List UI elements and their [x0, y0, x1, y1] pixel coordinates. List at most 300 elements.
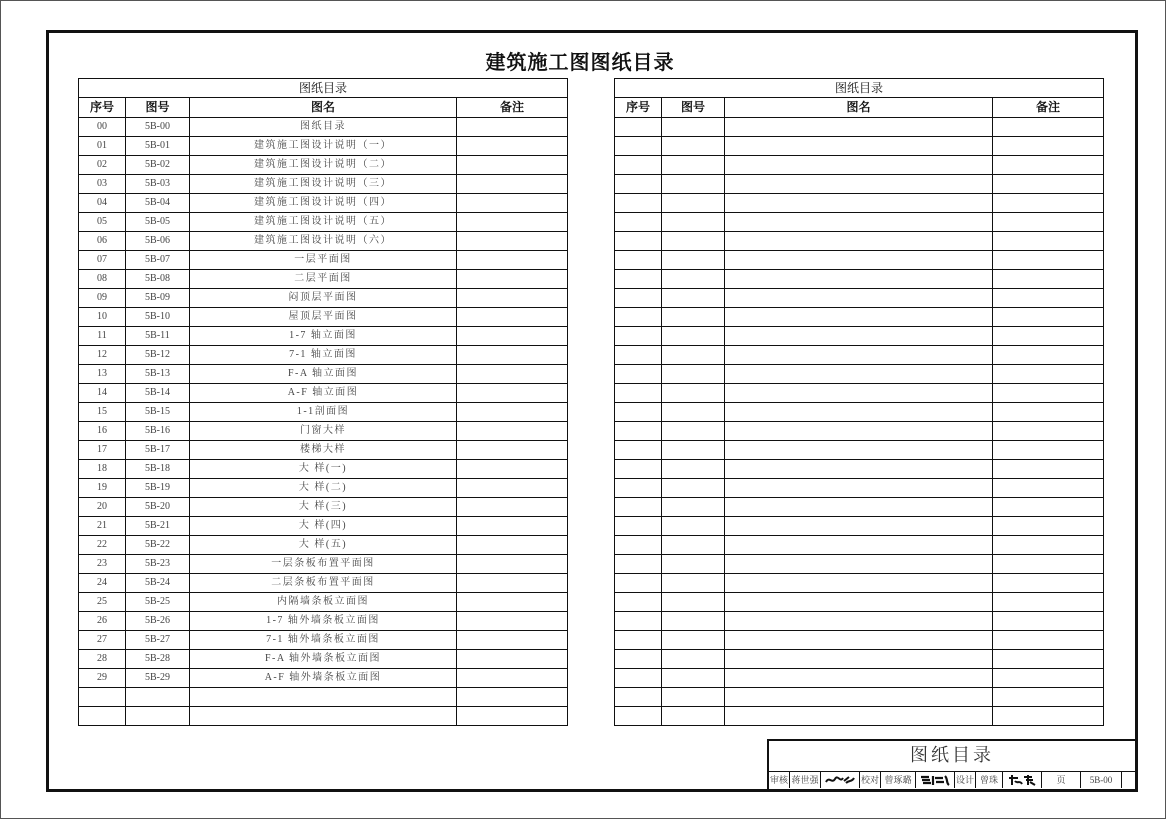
cell-name	[725, 631, 993, 650]
check-signature	[916, 772, 955, 788]
cell-name: 内隔墙条板立面图	[190, 593, 457, 612]
page-label: 页	[1042, 772, 1081, 788]
table-row	[79, 555, 568, 574]
cell-name: 建筑施工图设计说明（二）	[190, 156, 457, 175]
cell-note	[457, 403, 568, 422]
header-note: 备注	[993, 98, 1104, 118]
cell-code	[662, 403, 725, 422]
cell-code: 5B-03	[126, 175, 190, 194]
cell-name: 门窗大样	[190, 422, 457, 441]
cell-no: 02	[79, 156, 126, 175]
cell-note	[457, 156, 568, 175]
cell-no	[615, 631, 662, 650]
table-row	[79, 612, 568, 631]
cell-note	[457, 517, 568, 536]
table-row	[615, 555, 1104, 574]
cell-name	[725, 251, 993, 270]
table-row	[615, 688, 1104, 707]
design-name: 曾珠	[976, 772, 1003, 788]
cell-no	[615, 175, 662, 194]
cell-name	[725, 479, 993, 498]
table-row	[615, 422, 1104, 441]
table-caption: 图纸目录	[79, 79, 568, 98]
cell-code: 5B-21	[126, 517, 190, 536]
cell-note	[993, 631, 1104, 650]
cell-no	[615, 517, 662, 536]
cell-no	[615, 194, 662, 213]
cell-code: 5B-24	[126, 574, 190, 593]
cell-no: 12	[79, 346, 126, 365]
cell-no	[615, 536, 662, 555]
table-row	[615, 251, 1104, 270]
handwritten-signature-icon	[919, 774, 951, 786]
table-row	[615, 612, 1104, 631]
cell-name	[725, 555, 993, 574]
cell-name	[725, 460, 993, 479]
cell-note	[993, 403, 1104, 422]
table-row	[79, 156, 568, 175]
cell-no	[615, 422, 662, 441]
table-row	[79, 251, 568, 270]
table-row	[79, 517, 568, 536]
table-row	[79, 441, 568, 460]
cell-no	[615, 213, 662, 232]
cell-note	[457, 384, 568, 403]
review-label: 审核	[769, 772, 790, 788]
table-row	[79, 479, 568, 498]
cell-no	[615, 460, 662, 479]
cell-note	[457, 365, 568, 384]
cell-no	[615, 118, 662, 137]
cell-code: 5B-07	[126, 251, 190, 270]
cell-note	[993, 270, 1104, 289]
cell-note	[993, 156, 1104, 175]
cell-no	[615, 498, 662, 517]
cell-name	[725, 498, 993, 517]
cell-name	[725, 270, 993, 289]
cell-no: 13	[79, 365, 126, 384]
cell-code	[662, 270, 725, 289]
cell-code: 5B-26	[126, 612, 190, 631]
cell-no	[615, 403, 662, 422]
table-row	[79, 346, 568, 365]
cell-no	[615, 289, 662, 308]
cell-code	[662, 498, 725, 517]
cell-code	[662, 612, 725, 631]
cell-name	[190, 707, 457, 726]
table-row	[79, 536, 568, 555]
header-no: 序号	[615, 98, 662, 118]
cell-name	[725, 612, 993, 631]
cell-no: 20	[79, 498, 126, 517]
drawing-list-table-right	[614, 78, 1104, 726]
cell-note	[993, 669, 1104, 688]
cell-note	[993, 251, 1104, 270]
cell-name	[725, 289, 993, 308]
cell-no	[615, 365, 662, 384]
cell-note	[457, 194, 568, 213]
table-row	[79, 593, 568, 612]
cell-name	[725, 346, 993, 365]
cell-no: 15	[79, 403, 126, 422]
cell-note	[457, 327, 568, 346]
cell-no: 25	[79, 593, 126, 612]
cell-name: 楼梯大样	[190, 441, 457, 460]
cell-code	[662, 289, 725, 308]
cell-no: 00	[79, 118, 126, 137]
cell-note	[457, 574, 568, 593]
cell-note	[993, 650, 1104, 669]
cell-code	[662, 631, 725, 650]
cell-note	[993, 118, 1104, 137]
table-row	[79, 631, 568, 650]
cell-code: 5B-01	[126, 137, 190, 156]
design-signature	[1003, 772, 1042, 788]
cell-code	[126, 688, 190, 707]
cell-note	[457, 631, 568, 650]
cell-note	[457, 308, 568, 327]
table-row	[79, 403, 568, 422]
table-row	[615, 593, 1104, 612]
table-row	[615, 460, 1104, 479]
cell-code	[662, 460, 725, 479]
cell-no	[615, 270, 662, 289]
cell-note	[457, 346, 568, 365]
cell-name: 1-1剖面图	[190, 403, 457, 422]
cell-code: 5B-14	[126, 384, 190, 403]
table-row	[79, 194, 568, 213]
table-row	[79, 308, 568, 327]
cell-no	[79, 688, 126, 707]
cell-name	[725, 441, 993, 460]
cell-code	[662, 137, 725, 156]
cell-code	[662, 308, 725, 327]
header-name: 图名	[190, 98, 457, 118]
cell-code	[662, 251, 725, 270]
cell-no: 27	[79, 631, 126, 650]
cell-code: 5B-12	[126, 346, 190, 365]
cell-note	[457, 669, 568, 688]
cell-no	[615, 327, 662, 346]
table-row	[615, 213, 1104, 232]
cell-code: 5B-08	[126, 270, 190, 289]
cell-no: 26	[79, 612, 126, 631]
cell-code: 5B-25	[126, 593, 190, 612]
cell-code	[662, 688, 725, 707]
cell-code: 5B-18	[126, 460, 190, 479]
cell-code: 5B-20	[126, 498, 190, 517]
cell-name	[725, 688, 993, 707]
cell-no: 03	[79, 175, 126, 194]
cell-name: 大 样(一)	[190, 460, 457, 479]
cell-code: 5B-04	[126, 194, 190, 213]
cell-no: 07	[79, 251, 126, 270]
cell-name: 屋顶层平面图	[190, 308, 457, 327]
cell-code	[662, 593, 725, 612]
cell-name: 1-7 轴立面图	[190, 327, 457, 346]
cell-code	[662, 479, 725, 498]
table-row	[615, 365, 1104, 384]
table-row	[615, 118, 1104, 137]
table-row	[615, 270, 1104, 289]
cell-code: 5B-15	[126, 403, 190, 422]
cell-name	[725, 327, 993, 346]
table-row	[615, 536, 1104, 555]
cell-code: 5B-00	[126, 118, 190, 137]
cell-note	[457, 213, 568, 232]
table-row	[615, 308, 1104, 327]
cell-code: 5B-10	[126, 308, 190, 327]
table-row	[615, 156, 1104, 175]
cell-code	[126, 707, 190, 726]
cell-name: 闷顶层平面图	[190, 289, 457, 308]
cell-no: 23	[79, 555, 126, 574]
cell-name	[725, 384, 993, 403]
cell-no	[615, 308, 662, 327]
cell-name	[725, 175, 993, 194]
header-name: 图名	[725, 98, 993, 118]
page-title: 建筑施工图图纸目录	[485, 50, 675, 74]
table-row	[615, 631, 1104, 650]
cell-no: 09	[79, 289, 126, 308]
cell-note	[993, 327, 1104, 346]
cell-no	[615, 612, 662, 631]
table-row	[79, 574, 568, 593]
cell-name	[725, 118, 993, 137]
table-row	[615, 707, 1104, 726]
cell-no: 21	[79, 517, 126, 536]
cell-note	[993, 688, 1104, 707]
cell-name: A-F 轴立面图	[190, 384, 457, 403]
header-code: 图号	[662, 98, 725, 118]
cell-no	[615, 555, 662, 574]
table-row	[615, 650, 1104, 669]
cell-no: 04	[79, 194, 126, 213]
cell-note	[993, 365, 1104, 384]
cell-code	[662, 517, 725, 536]
table-row	[615, 441, 1104, 460]
cell-no: 28	[79, 650, 126, 669]
cell-code: 5B-23	[126, 555, 190, 574]
cell-name: 图纸目录	[190, 118, 457, 137]
cell-code: 5B-28	[126, 650, 190, 669]
cell-code	[662, 669, 725, 688]
cell-no: 11	[79, 327, 126, 346]
cell-note	[993, 422, 1104, 441]
cell-note	[457, 555, 568, 574]
cell-name: 一层平面图	[190, 251, 457, 270]
table-caption: 图纸目录	[615, 79, 1104, 98]
cell-name: 大 样(五)	[190, 536, 457, 555]
cell-name: 建筑施工图设计说明（一）	[190, 137, 457, 156]
cell-code	[662, 327, 725, 346]
cell-name: 大 样(三)	[190, 498, 457, 517]
cell-no: 14	[79, 384, 126, 403]
table-row	[615, 384, 1104, 403]
table-row	[79, 460, 568, 479]
table-row	[79, 365, 568, 384]
cell-note	[457, 688, 568, 707]
handwritten-signature-icon	[824, 774, 856, 786]
table-row	[79, 422, 568, 441]
page-number: 5B-00	[1081, 772, 1122, 788]
table-row	[79, 498, 568, 517]
cell-note	[457, 175, 568, 194]
cell-note	[993, 555, 1104, 574]
cell-note	[457, 137, 568, 156]
cell-note	[457, 289, 568, 308]
cell-code	[662, 365, 725, 384]
cell-no	[615, 688, 662, 707]
cell-name	[725, 650, 993, 669]
title-block-signature-row	[769, 772, 1135, 788]
title-block	[767, 739, 1135, 789]
cell-note	[457, 593, 568, 612]
cell-no: 01	[79, 137, 126, 156]
cell-no	[615, 669, 662, 688]
cell-code	[662, 232, 725, 251]
cell-no: 08	[79, 270, 126, 289]
design-label: 设计	[955, 772, 976, 788]
cell-code: 5B-09	[126, 289, 190, 308]
cell-name	[725, 156, 993, 175]
table-row	[615, 517, 1104, 536]
table-row	[615, 289, 1104, 308]
cell-code: 5B-17	[126, 441, 190, 460]
header-no: 序号	[79, 98, 126, 118]
table-row	[79, 289, 568, 308]
cell-code	[662, 156, 725, 175]
cell-note	[993, 536, 1104, 555]
header-code: 图号	[126, 98, 190, 118]
cell-name: 二层平面图	[190, 270, 457, 289]
cell-name: 一层条板布置平面图	[190, 555, 457, 574]
cell-note	[457, 251, 568, 270]
cell-note	[457, 232, 568, 251]
table-row	[615, 137, 1104, 156]
cell-name	[725, 422, 993, 441]
cell-note	[993, 517, 1104, 536]
cell-name	[725, 137, 993, 156]
cell-name: F-A 轴立面图	[190, 365, 457, 384]
table-row	[79, 118, 568, 137]
cell-name: 建筑施工图设计说明（六）	[190, 232, 457, 251]
cell-note	[457, 612, 568, 631]
header-note: 备注	[457, 98, 568, 118]
cell-no: 17	[79, 441, 126, 460]
table-row	[79, 650, 568, 669]
cell-note	[457, 707, 568, 726]
table-row	[615, 175, 1104, 194]
cell-code	[662, 384, 725, 403]
cell-code: 5B-05	[126, 213, 190, 232]
cell-name	[725, 536, 993, 555]
cell-name	[725, 232, 993, 251]
cell-name	[725, 194, 993, 213]
cell-code	[662, 346, 725, 365]
cell-name: 二层条板布置平面图	[190, 574, 457, 593]
cell-name	[725, 403, 993, 422]
cell-no	[615, 251, 662, 270]
cell-code	[662, 422, 725, 441]
cell-note	[993, 707, 1104, 726]
cell-no: 18	[79, 460, 126, 479]
cell-name: 大 样(二)	[190, 479, 457, 498]
cell-note	[993, 384, 1104, 403]
cell-name: A-F 轴外墙条板立面图	[190, 669, 457, 688]
cell-name: 建筑施工图设计说明（四）	[190, 194, 457, 213]
cell-name: 7-1 轴立面图	[190, 346, 457, 365]
cell-code: 5B-11	[126, 327, 190, 346]
review-name: 蒋世强	[790, 772, 821, 788]
cell-no	[615, 346, 662, 365]
cell-code	[662, 574, 725, 593]
cell-name: F-A 轴外墙条板立面图	[190, 650, 457, 669]
cell-name: 1-7 轴外墙条板立面图	[190, 612, 457, 631]
table-row	[615, 498, 1104, 517]
cell-no	[615, 479, 662, 498]
cell-no: 29	[79, 669, 126, 688]
cell-code: 5B-22	[126, 536, 190, 555]
cell-note	[993, 593, 1104, 612]
cell-no: 06	[79, 232, 126, 251]
table-row	[79, 270, 568, 289]
cell-name	[725, 574, 993, 593]
cell-name	[725, 365, 993, 384]
cell-no: 24	[79, 574, 126, 593]
cell-no	[615, 593, 662, 612]
cell-note	[457, 498, 568, 517]
table-row	[79, 384, 568, 403]
cell-note	[993, 194, 1104, 213]
cell-code: 5B-06	[126, 232, 190, 251]
cell-name	[725, 517, 993, 536]
cell-note	[993, 574, 1104, 593]
cell-no: 19	[79, 479, 126, 498]
cell-note	[457, 270, 568, 289]
table-row	[615, 669, 1104, 688]
cell-code: 5B-27	[126, 631, 190, 650]
cell-note	[993, 612, 1104, 631]
table-row	[615, 194, 1104, 213]
check-label: 校对	[860, 772, 881, 788]
cell-name	[725, 308, 993, 327]
cell-no	[615, 156, 662, 175]
title-block-title: 图纸目录	[769, 741, 1135, 772]
cell-note	[993, 441, 1104, 460]
cell-no: 10	[79, 308, 126, 327]
cell-no: 22	[79, 536, 126, 555]
handwritten-signature-icon	[1006, 774, 1038, 786]
cell-no	[615, 574, 662, 593]
cell-note	[993, 289, 1104, 308]
cell-note	[457, 460, 568, 479]
table-row	[79, 707, 568, 726]
review-signature	[821, 772, 860, 788]
cell-code: 5B-16	[126, 422, 190, 441]
table-row	[79, 175, 568, 194]
cell-code: 5B-02	[126, 156, 190, 175]
table-row	[79, 232, 568, 251]
drawing-list-table-left	[78, 78, 568, 726]
table-row	[615, 403, 1104, 422]
cell-name	[190, 688, 457, 707]
cell-code	[662, 194, 725, 213]
cell-code: 5B-13	[126, 365, 190, 384]
table-row	[615, 479, 1104, 498]
cell-note	[993, 308, 1104, 327]
cell-code	[662, 175, 725, 194]
